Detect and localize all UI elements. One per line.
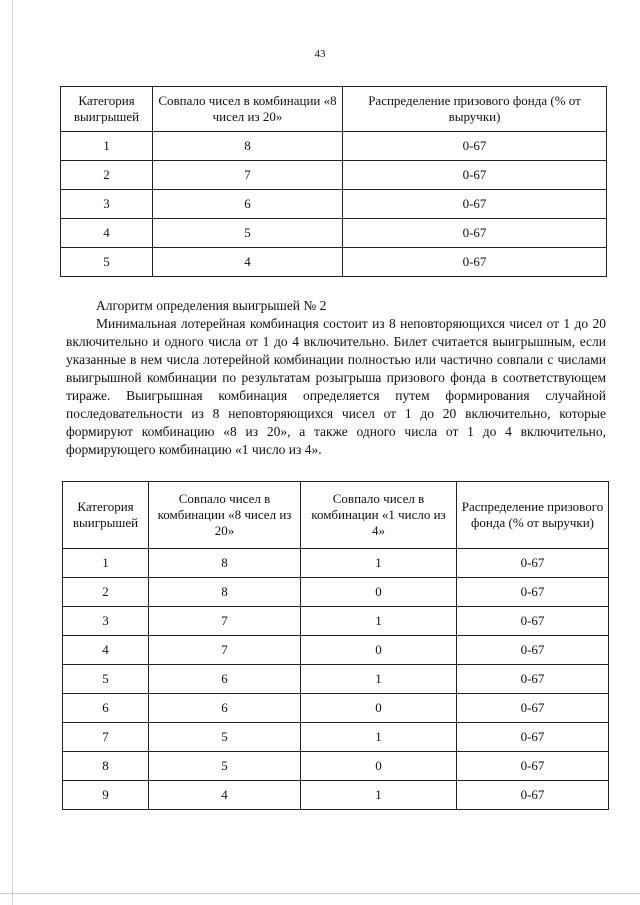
table-row [63, 607, 609, 636]
table-row [61, 248, 607, 277]
table-row [63, 578, 609, 607]
table-cell: 0-67 [457, 549, 609, 578]
table-cell: 7 [149, 636, 301, 665]
table-cell: 2 [63, 578, 149, 607]
table-cell: 1 [61, 132, 153, 161]
table-cell: 0-67 [457, 781, 609, 810]
table-row [61, 132, 607, 161]
table-cell: 0-67 [457, 636, 609, 665]
table-cell: 0 [301, 636, 457, 665]
table-cell: 4 [153, 248, 343, 277]
table-cell: 1 [301, 781, 457, 810]
header-prize-distribution: Распределение призового фонда (% от выручки) [457, 482, 609, 549]
table-cell: 1 [301, 723, 457, 752]
table-cell: 0-67 [457, 665, 609, 694]
scan-fold-line-bottom [0, 893, 640, 894]
header-prize-distribution: Распределение призового фонда (% от выручки) [343, 87, 607, 132]
table-cell: 1 [301, 549, 457, 578]
header-matched-8-of-20: Совпало чисел в комбинации «8 чисел из 20» [153, 87, 343, 132]
prize-table-1 [60, 86, 607, 277]
table-cell: 6 [149, 694, 301, 723]
table-cell: 5 [149, 723, 301, 752]
header-matched-1-of-4: Совпало чисел в комбинации «1 число из 4» [301, 482, 457, 549]
table-row [61, 190, 607, 219]
table-cell: 1 [301, 665, 457, 694]
table-cell: 7 [149, 607, 301, 636]
table-header-row [63, 482, 609, 549]
table-cell: 5 [61, 248, 153, 277]
page-number: 43 [314, 48, 326, 60]
table-cell: 0-67 [343, 132, 607, 161]
table-cell: 7 [63, 723, 149, 752]
table-cell: 0-67 [457, 723, 609, 752]
table-cell: 5 [63, 665, 149, 694]
table-cell: 2 [61, 161, 153, 190]
table-cell: 3 [61, 190, 153, 219]
table-row [63, 636, 609, 665]
table-row [63, 549, 609, 578]
table-cell: 7 [153, 161, 343, 190]
table-cell: 6 [153, 190, 343, 219]
table-cell: 0-67 [457, 578, 609, 607]
section-paragraph: Минимальная лотерейная комбинация состоит из 8 неповторяющихся чисел от 1 до 20 включительно и одного числа от 1 до 4 включительно. Билет считается выигрышным, если указанные в нем числа лотерейной комбинации полностью или частично совпали с числами выигрышной комбинации по результатам розыгрыша призового фонда в соответствующем тираже. Выигрышная комбинация определяется путем формирования случайной последовательности из 8 неповторяющихся чисел от 1 до 20 включительно, которые формируют комбинацию «8 из 20», а также одного числа от 1 до 4 включительно, формирующего комбинацию «1 число из 4». [66, 316, 606, 457]
table-row [63, 723, 609, 752]
table-cell: 8 [63, 752, 149, 781]
table-header-row [61, 87, 607, 132]
header-category: Категория выигрышей [63, 482, 149, 549]
table-cell: 0 [301, 752, 457, 781]
header-category: Категория выигрышей [61, 87, 153, 132]
table-cell: 0-67 [343, 190, 607, 219]
table-row [61, 219, 607, 248]
table-cell: 0-67 [343, 161, 607, 190]
table2-body [63, 549, 609, 810]
header-matched-8-of-20: Совпало чисел в комбинации «8 чисел из 20» [149, 482, 301, 549]
section-heading: Алгоритм определения выигрышей № 2 [96, 298, 327, 313]
table-cell: 8 [153, 132, 343, 161]
table-cell: 0 [301, 694, 457, 723]
table-cell: 4 [63, 636, 149, 665]
table-row [63, 694, 609, 723]
table-cell: 6 [63, 694, 149, 723]
table-row [63, 665, 609, 694]
table-cell: 0-67 [343, 248, 607, 277]
table-cell: 1 [301, 607, 457, 636]
table-row [61, 161, 607, 190]
table-cell: 0-67 [457, 694, 609, 723]
table-cell: 8 [149, 578, 301, 607]
table-cell: 0-67 [343, 219, 607, 248]
table-row [63, 752, 609, 781]
prize-table-2 [62, 481, 609, 810]
table-cell: 8 [149, 549, 301, 578]
table-cell: 6 [149, 665, 301, 694]
table-cell: 9 [63, 781, 149, 810]
table-cell: 0 [301, 578, 457, 607]
table-cell: 5 [153, 219, 343, 248]
table-cell: 4 [149, 781, 301, 810]
table-cell: 5 [149, 752, 301, 781]
scan-fold-line-left [12, 0, 13, 905]
table-cell: 3 [63, 607, 149, 636]
table-cell: 1 [63, 549, 149, 578]
table-cell: 4 [61, 219, 153, 248]
table-cell: 0-67 [457, 752, 609, 781]
table1-body [61, 132, 607, 277]
table-cell: 0-67 [457, 607, 609, 636]
table-row [63, 781, 609, 810]
